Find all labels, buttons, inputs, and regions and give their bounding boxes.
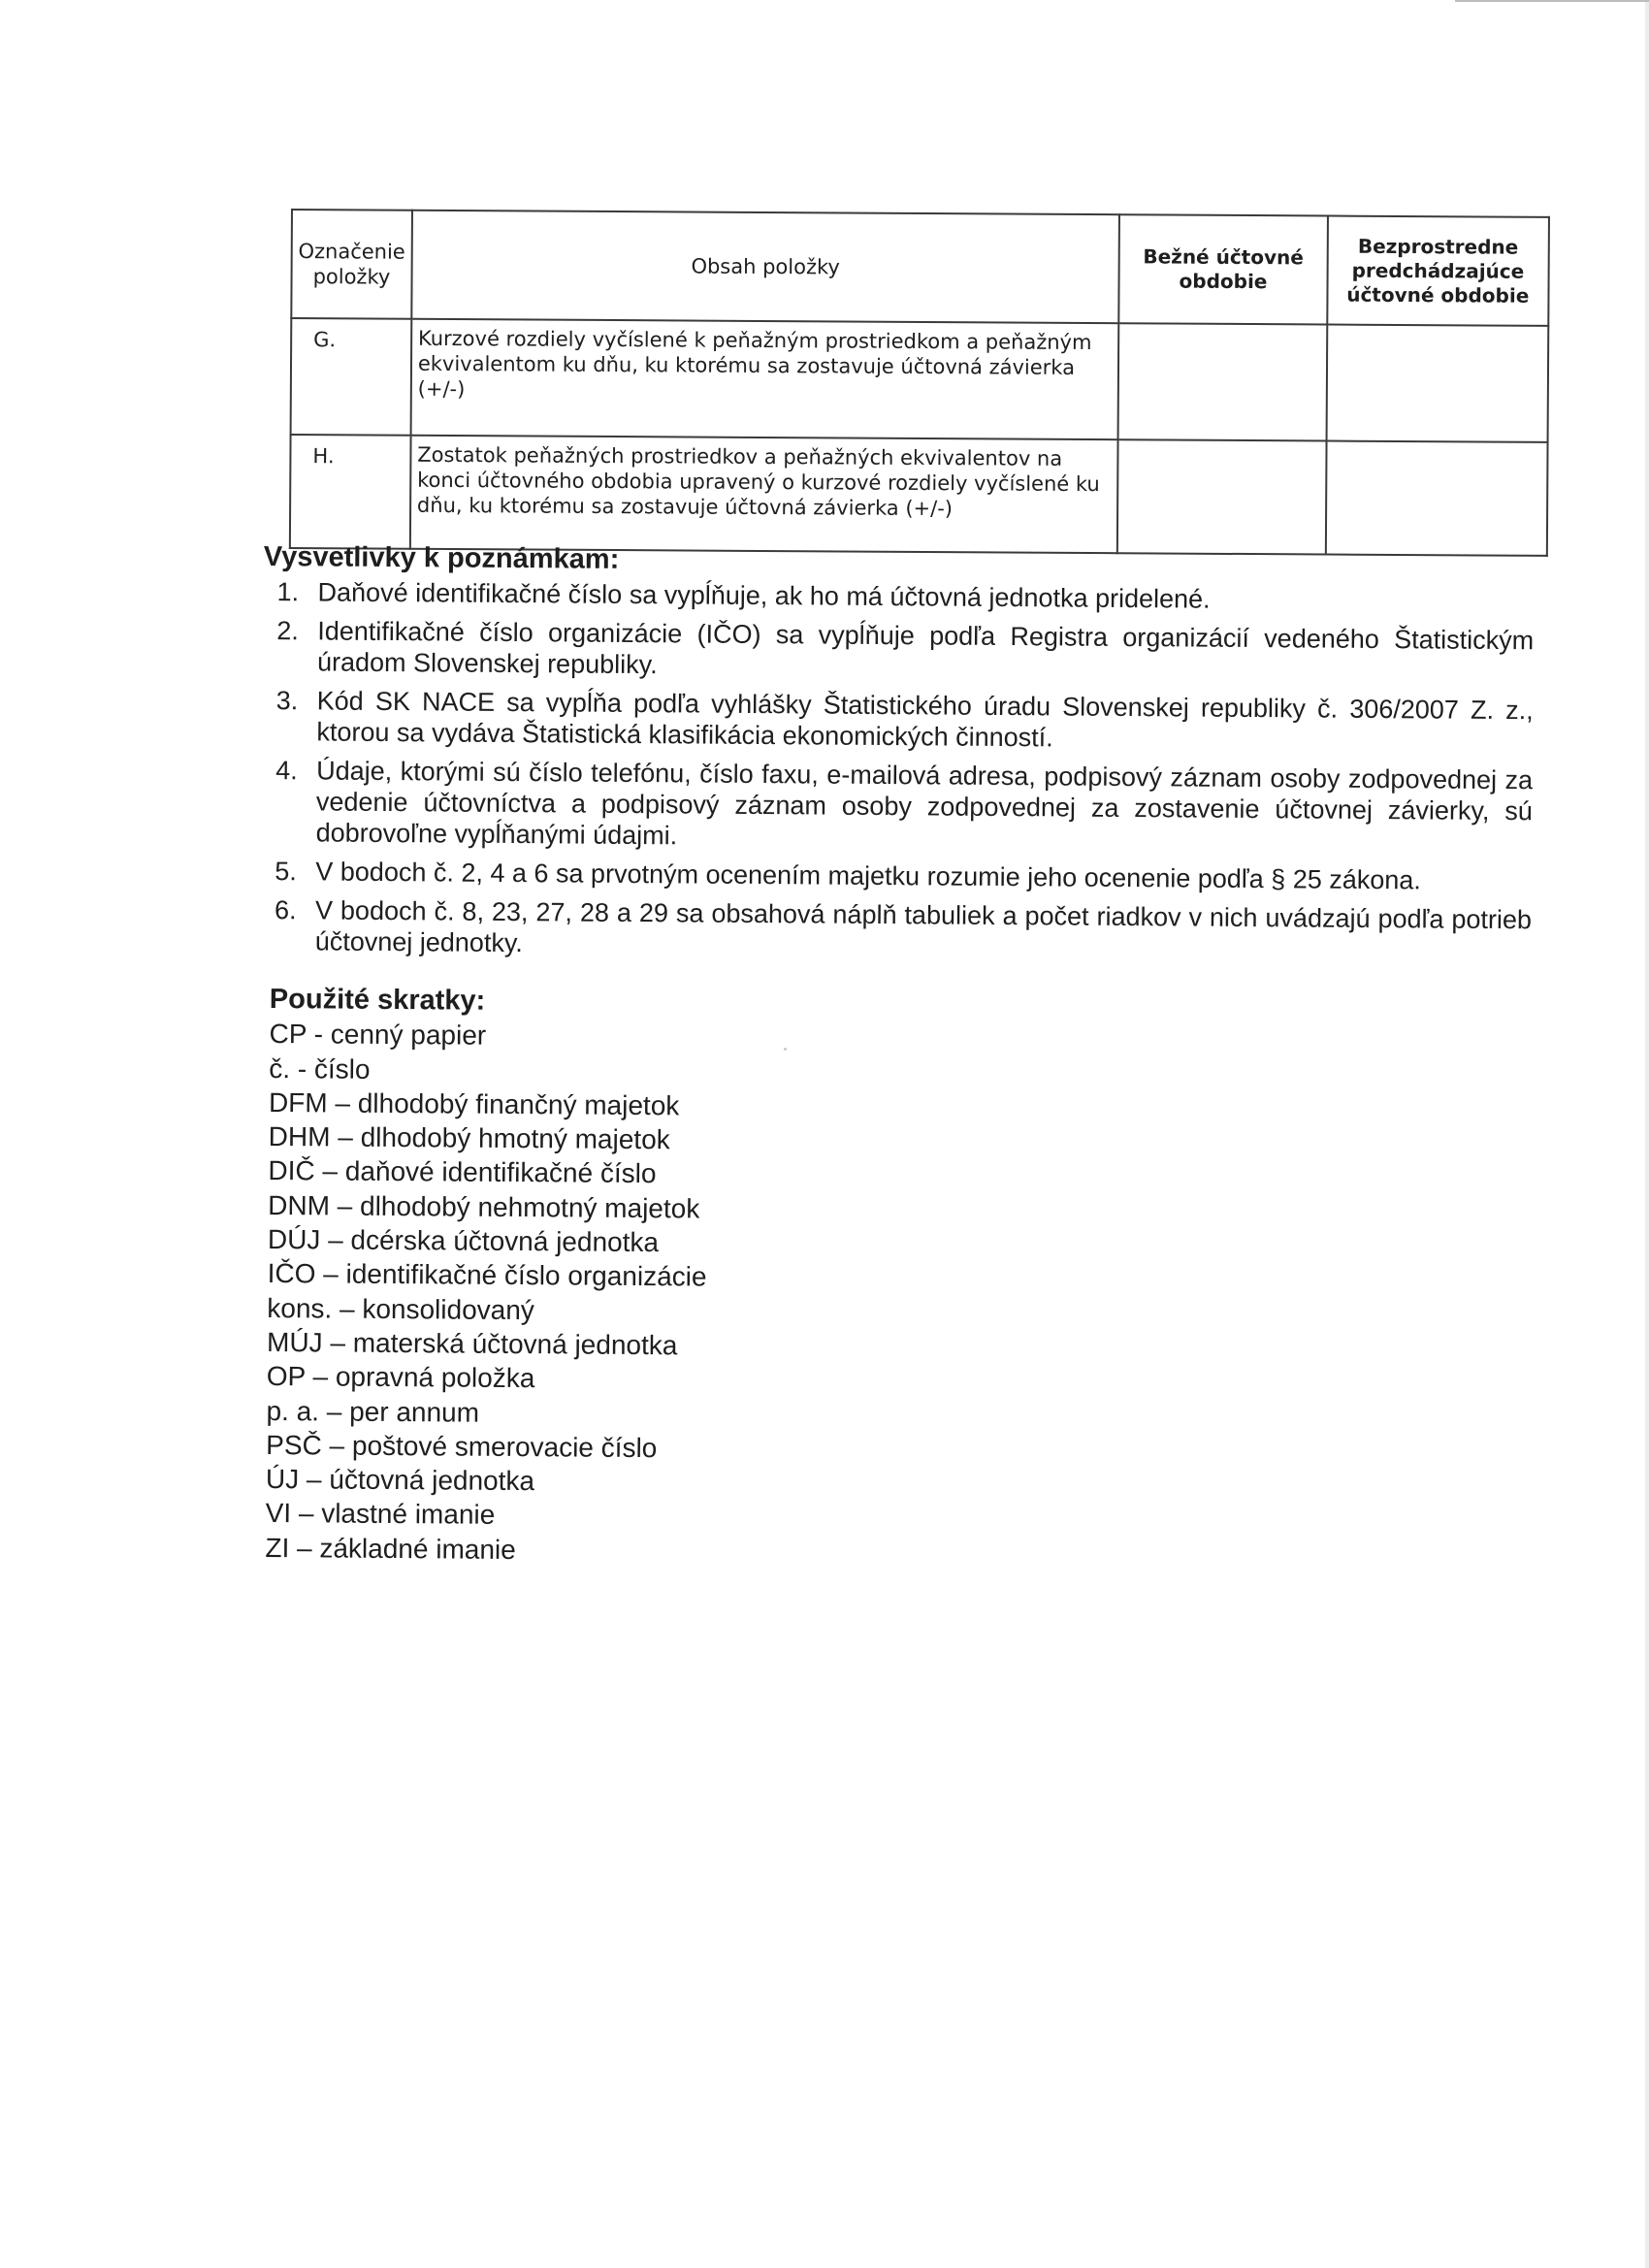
note-number: 6. bbox=[274, 895, 297, 925]
list-item: č. - číslo bbox=[269, 1053, 371, 1085]
table-row bbox=[290, 435, 1548, 556]
row-mark: H. bbox=[290, 435, 411, 549]
note-number: 3. bbox=[275, 686, 299, 716]
note-text: Daňové identifikačné číslo sa vypĺňuje, ak ho má účtovná jednotka pridelené. bbox=[317, 577, 1211, 614]
note-number: 4. bbox=[275, 756, 298, 786]
list-item: ZI – základné imanie bbox=[265, 1532, 516, 1565]
notes-list bbox=[261, 576, 1535, 966]
list-item: DÚJ – dcérska účtovná jednotka bbox=[267, 1224, 660, 1258]
list-item: ÚJ – účtovná jednotka bbox=[265, 1464, 535, 1497]
list-item: PSČ – poštové smerovacie číslo bbox=[266, 1429, 658, 1464]
table-row bbox=[291, 318, 1549, 442]
page-edge bbox=[1645, 0, 1649, 2268]
page-top-line bbox=[1455, 0, 1649, 2]
list-item bbox=[263, 615, 1534, 687]
abbreviations-list bbox=[265, 1017, 1142, 1571]
note-text: Údaje, ktorými sú číslo telefónu, číslo faxu, e-mailová adresa, podpisový záznam osoby zodpovednej za vedenie účtovníctva a podpisový záznam osoby zodpovednej za zostavenie účtovnej závierky, sú dobrovoľne vypĺňanými údajmi. bbox=[315, 756, 1534, 851]
row-bezne-value[interactable] bbox=[1117, 439, 1326, 554]
row-predch-value[interactable] bbox=[1325, 441, 1547, 556]
list-item: DHM – dlhodobý hmotný majetok bbox=[268, 1121, 670, 1155]
row-predch-value[interactable] bbox=[1326, 325, 1548, 442]
note-text: V bodoch č. 2, 4 a 6 sa prvotným ocenením majetku rozumie jeho ocenenie podľa § 25 zákona. bbox=[315, 857, 1421, 895]
list-item bbox=[263, 576, 1534, 617]
list-item: VI – vlastné imanie bbox=[265, 1498, 496, 1531]
list-item: DIČ – daňové identifikačné číslo bbox=[268, 1155, 657, 1189]
table-header-row bbox=[291, 210, 1549, 326]
note-text: V bodoch č. 8, 23, 27, 28 a 29 sa obsahová náplň tabuliek a počet riadkov v nich uvádzajú podľa potrieb účtovnej jednotky. bbox=[314, 895, 1533, 958]
list-item bbox=[261, 894, 1532, 966]
notes-section bbox=[261, 541, 1535, 974]
notes-heading: Vysvetlivky k poznámkam: bbox=[263, 541, 620, 575]
note-number: 5. bbox=[275, 857, 297, 887]
row-content: Zostatok peňažných prostriedkov a peňažných ekvivalentov na konci účtovného obdobia upravený o kurzové rozdiely vyčíslené ku dňu, ku ktorému sa zostavuje účtovná závierka (+/-) bbox=[410, 436, 1118, 553]
note-number: 2. bbox=[276, 616, 299, 646]
header-obsah: Obsah položky bbox=[411, 211, 1119, 323]
abbreviations-section bbox=[265, 983, 1143, 1571]
list-item: p. a. – per annum bbox=[266, 1395, 480, 1428]
note-text: Kód SK NACE sa vypĺňa podľa vyhlášky Štatistického úradu Slovenskej republiky č. 306/2007 Z. z., ktorou sa vydáva Štatistická klasifikácia ekonomických činností. bbox=[316, 686, 1534, 753]
header-predchadzajuce-obdobie: Bezprostredne predchádzajúce účtovné obdobie bbox=[1327, 216, 1549, 326]
list-item: DFM – dlhodobý finančný majetok bbox=[268, 1086, 680, 1121]
note-number: 1. bbox=[276, 577, 300, 607]
list-item: MÚJ – materská účtovná jednotka bbox=[266, 1326, 678, 1361]
row-bezne-value[interactable] bbox=[1118, 323, 1327, 440]
header-bezne-obdobie: Bežné účtovné obdobie bbox=[1119, 214, 1328, 324]
header-oznacenie: Označenie položky bbox=[291, 210, 412, 319]
list-item bbox=[261, 856, 1532, 896]
row-mark: G. bbox=[291, 318, 412, 436]
note-text: Identifikačné číslo organizácie (IČO) sa vypĺňuje podľa Registra organizácií vedeného Štatistickým úradom Slovenskej republiky. bbox=[316, 616, 1535, 680]
list-item: CP - cenný papier bbox=[269, 1019, 487, 1052]
list-item bbox=[262, 685, 1533, 757]
cash-flow-table bbox=[289, 209, 1550, 557]
list-item: DNM – dlhodobý nehmotný majetok bbox=[268, 1189, 700, 1224]
list-item bbox=[262, 755, 1534, 858]
row-content: Kurzové rozdiely vyčíslené k peňažným prostriedkom a peňažným ekvivalentom ku dňu, ku ktorému sa zostavuje účtovná závierka (+/-) bbox=[410, 319, 1118, 439]
list-item: OP – opravná položka bbox=[266, 1361, 535, 1394]
list-item: kons. – konsolidovaný bbox=[267, 1292, 534, 1325]
list-item: IČO – identifikačné číslo organizácie bbox=[267, 1258, 707, 1292]
abbreviations-heading: Použité skratky: bbox=[269, 983, 486, 1017]
